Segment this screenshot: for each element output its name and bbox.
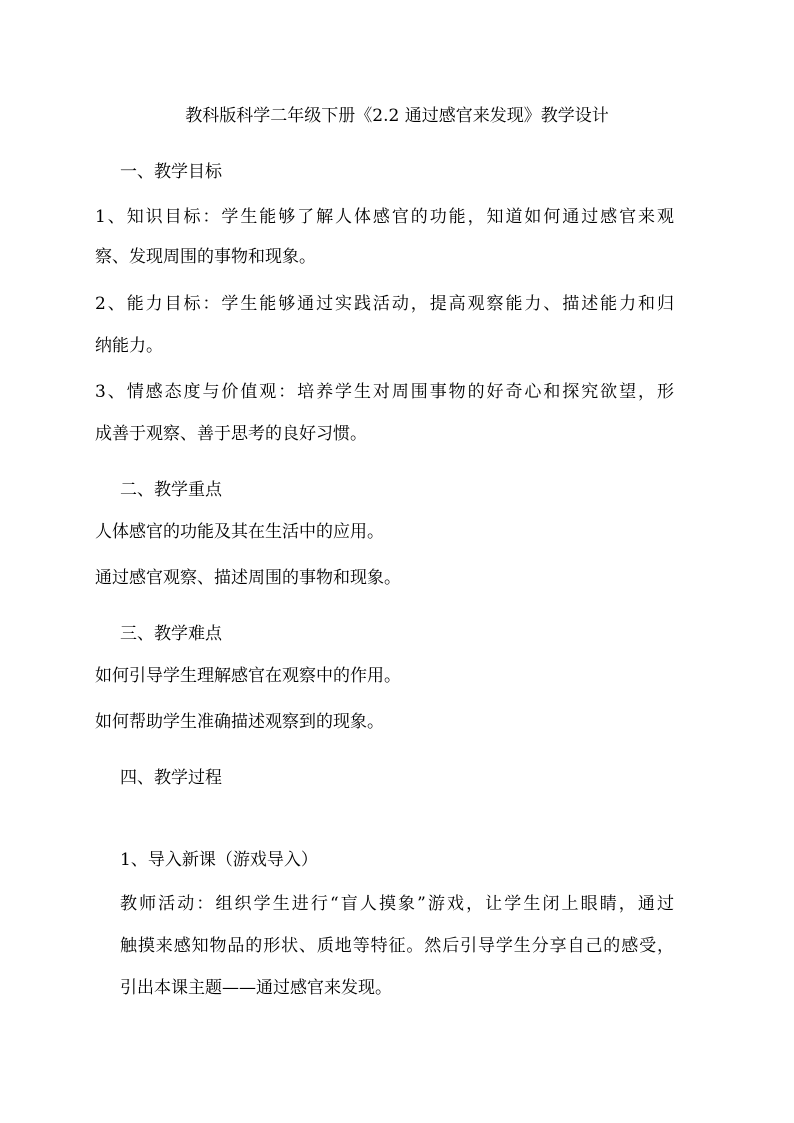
- objective-3-line-1: 3、情感态度与价值观：培养学生对周围事物的好奇心和探究欲望，形: [95, 382, 674, 402]
- difficulty-line-2: 如何帮助学生准确描述观察到的现象。: [95, 712, 384, 732]
- objective-2-line-1: 2、能力目标：学生能够通过实践活动，提高观察能力、描述能力和归: [95, 294, 674, 314]
- process-step-1-line-1: 教师活动：组织学生进行“盲人摸象”游戏，让学生闭上眼睛，通过: [120, 894, 674, 914]
- objective-1-line-1: 1、知识目标：学生能够了解人体感官的功能，知道如何通过感官来观: [95, 207, 674, 227]
- process-step-1-line-2: 触摸来感知物品的形状、质地等特征。然后引导学生分享自己的感受，: [120, 936, 674, 956]
- section-heading-difficulties: 三、教学难点: [120, 624, 222, 644]
- objective-3-line-2: 成善于观察、善于思考的良好习惯。: [95, 424, 367, 444]
- section-heading-objectives: 一、教学目标: [120, 162, 222, 182]
- document-title: 教科版科学二年级下册《2.2 通过感官来发现》教学设计: [185, 106, 609, 126]
- section-heading-key-points: 二、教学重点: [120, 480, 222, 500]
- section-heading-process: 四、教学过程: [120, 768, 222, 788]
- process-step-1-line-3: 引出本课主题——通过感官来发现。: [120, 978, 392, 998]
- objective-1-line-2: 察、发现周围的事物和现象。: [95, 247, 316, 267]
- process-step-1-heading: 1、导入新课（游戏导入）: [120, 850, 318, 870]
- key-point-line-2: 通过感官观察、描述周围的事物和现象。: [95, 568, 401, 588]
- objective-2-line-2: 纳能力。: [95, 336, 163, 356]
- key-point-line-1: 人体感官的功能及其在生活中的应用。: [95, 522, 384, 542]
- difficulty-line-1: 如何引导学生理解感官在观察中的作用。: [95, 666, 401, 686]
